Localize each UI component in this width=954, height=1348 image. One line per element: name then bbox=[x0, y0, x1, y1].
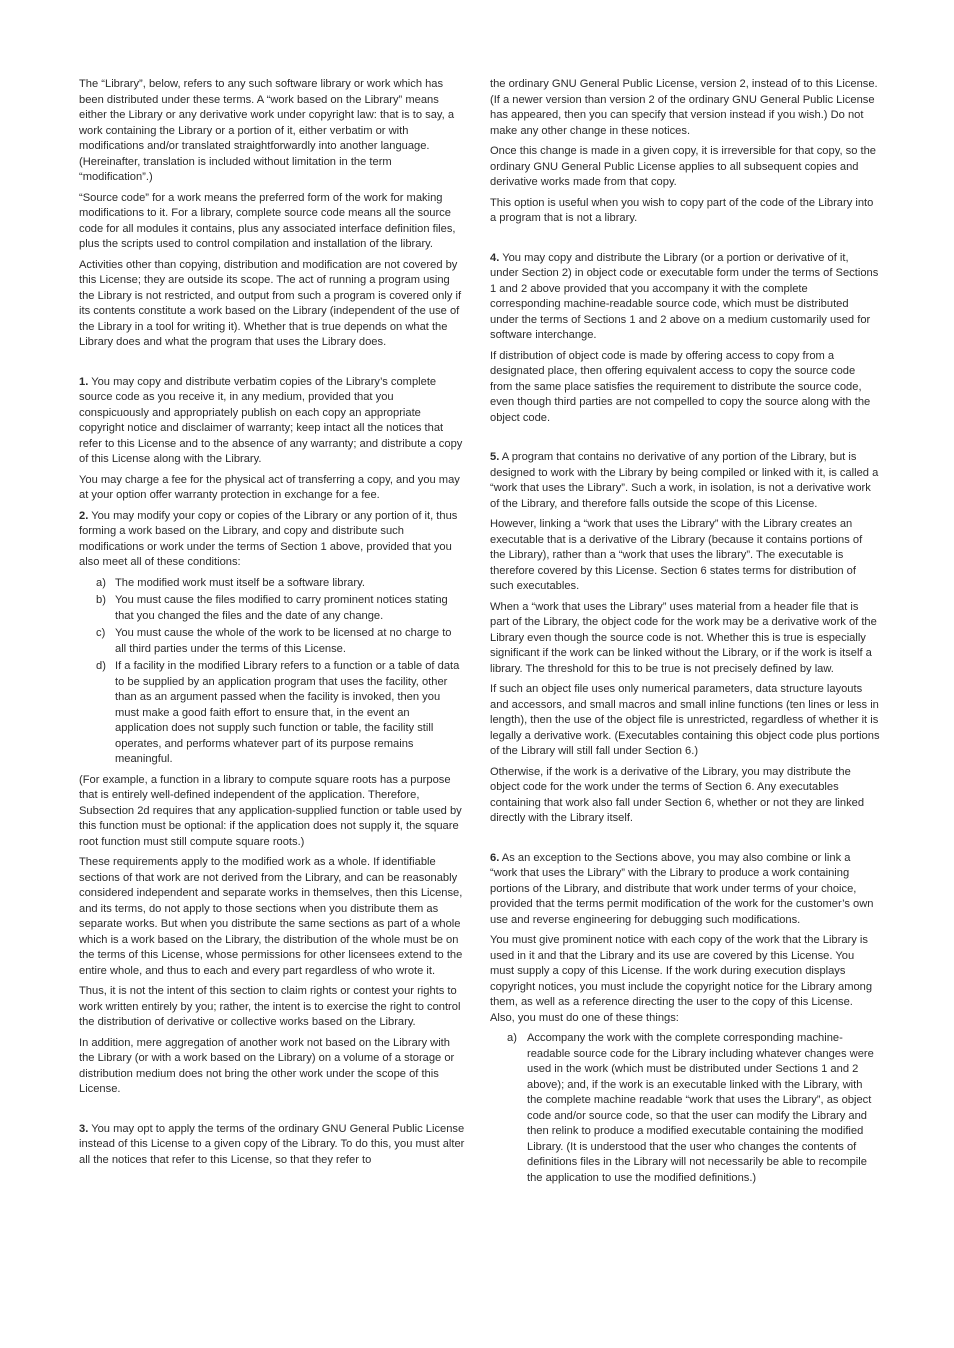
conditions-list bbox=[79, 576, 465, 768]
section-number: 5. bbox=[490, 451, 500, 463]
section-4 bbox=[490, 251, 880, 344]
paragraph: Thus, it is not the intent of this section to claim rights or contest your rights to work written entirely by you; rather, the intent is to exercise the right to control the distribution of derivative or collective works based on the Library. bbox=[79, 985, 461, 1028]
list-item bbox=[490, 1031, 880, 1186]
section-number: 2. bbox=[79, 509, 89, 522]
paragraph: You must give prominent notice with each copy of the work that the Library is used in it and that the Library and its use are covered by this License. You must supply a copy of this License. If the work during execution displays copyright notices, you must include the copyright notice for the Library among them, as well as a reference directing the user to the copy of this License. Also, you must do one of these things: bbox=[490, 934, 873, 1024]
list-item bbox=[79, 593, 465, 624]
list-item-text: The modified work must itself be a software library. bbox=[115, 576, 365, 589]
list-item bbox=[79, 626, 465, 657]
paragraph: These requirements apply to the modified work as a whole. If identifiable sections of that work are not derived from the Library, and can be reasonably considered independent and separate works in themselves, then this License, and its terms, do not apply to those sections when you distribute them as separate works. But when you distribute the same sections as part of a whole which is a work based on the Library, the distribution of the whole must be on the terms of this License, whose permissions for other licensees extend to the entire whole, and thus to each and every part regardless of who wrote it. bbox=[79, 856, 463, 977]
section-number: 4. bbox=[490, 251, 500, 264]
paragraph: However, linking a “work that uses the Library” with the Library creates an executable that is a derivative of the Library (because it contains portions of the Library), rather than a “work that uses the library”. The executable is therefore covered by this License. Section 6 states terms for distribution of such executables. bbox=[490, 518, 863, 592]
section-1 bbox=[79, 375, 465, 468]
paragraph: You may charge a fee for the physical act of transferring a copy, and you may at your option offer warranty protection in exchange for a fee. bbox=[79, 473, 460, 501]
section-text: You may copy and distribute verbatim copies of the Library’s complete source code as you receive it, in any medium, provided that you conspicuously and appropriately publish on each copy an appropriate copyright notice and disclaimer of warranty; keep intact all the notices that refer to this License and to the absence of any warranty; and distribute a copy of this License along with the Library. bbox=[79, 375, 463, 465]
list-item-text: You must cause the whole of the work to be licensed at no charge to all third parties under the terms of this License. bbox=[115, 627, 452, 655]
paragraph: If distribution of object code is made by offering access to copy from a designated place, then offering equivalent access to copy the source code from the same place satisfies the requirement to distribute the source code, even though third parties are not compelled to copy the source along with the object code. bbox=[490, 349, 871, 424]
paragraph: “Source code” for a work means the preferred form of the work for making modifications to it. For a library, complete source code means all the source code for all modules it contains, plus any associated interface definition files, plus the scripts used to control compilation and installation of the library. bbox=[79, 191, 456, 250]
left-column bbox=[79, 77, 465, 1173]
list-item-text: If a facility in the modified Library refers to a function or a table of data to be supplied by an application program that uses the facility, other than as an argument passed when the facility is invoked, then you must make a good faith effort to ensure that, in the event an application does not supply such function or table, the facility still operates, and performs whatever part of its purpose remains meaningful. bbox=[115, 660, 460, 765]
section-6 bbox=[490, 851, 880, 929]
list-marker: d) bbox=[96, 660, 106, 672]
section-number: 1. bbox=[79, 375, 89, 388]
list-marker: a) bbox=[507, 1032, 517, 1044]
section-number: 6. bbox=[490, 851, 500, 864]
paragraph: Activities other than copying, distribution and modification are not covered by this License; they are outside its scope. The act of running a program using the Library is not restricted, and output from such a program is covered only if its contents constitute a work based on the Library (independent of the use of the Library in a tool for writing it). Whether that is true depends on what the Library does and what the program that uses the Library does. bbox=[79, 258, 462, 348]
list-item bbox=[79, 576, 465, 592]
paragraph: The “Library”, below, refers to any such software library or work which has been distributed under these terms. A “work based on the Library” means either the Library or any derivative work under copyright law: that is to say, a work containing the Library or a portion of it, either verbatim or with modifications and/or translated straightforwardly into another language. (Hereinafter, translation is included without limitation in the term “modification”.) bbox=[79, 78, 455, 183]
section-5 bbox=[490, 450, 880, 512]
section-text: You may copy and distribute the Library (or a portion or derivative of it, under Section 2) in object code or executable form under the terms of Sections 1 and 2 above provided that you accompany it with the complete corresponding machine-readable source code, which must be distributed under the terms of Sections 1 and 2 above on a medium customarily used for software interchange. bbox=[490, 251, 879, 341]
list-item-text: You must cause the files modified to carry prominent notices stating that you changed the files and the date of any change. bbox=[115, 594, 448, 622]
section-number: 3. bbox=[79, 1122, 89, 1135]
paragraph: This option is useful when you wish to copy part of the code of the Library into a program that is not a library. bbox=[490, 196, 874, 224]
list-marker: c) bbox=[96, 627, 106, 639]
paragraph: Otherwise, if the work is a derivative of the Library, you may distribute the object code for the work under the terms of Section 6. Any executables containing that work also fall under Section 6, whether or not they are linked directly with the Library itself. bbox=[490, 765, 865, 824]
paragraph: In addition, mere aggregation of another work not based on the Library with the Library (or with a work based on the Library) on a volume of a storage or distribution medium does not bring the other work under the scope of this License. bbox=[79, 1036, 455, 1095]
section-text: A program that contains no derivative of any portion of the Library, but is designed to work with the Library by being compiled or linked with it, is called a “work that uses the Library”. Such a work, in isolation, is not a derivative work of the Library, and therefore falls outside the scope of this License. bbox=[490, 451, 879, 510]
paragraph: When a “work that uses the Library” uses material from a header file that is part of the Library, the object code for the work may be a derivative work of the Library even though the source code is not. Whether this is true is especially significant if the work can be linked without the Library, or if the work is itself a library. The threshold for this to be true is not precisely defined by law. bbox=[490, 600, 877, 675]
section-text: You may opt to apply the terms of the ordinary GNU General Public License instead of this License to a given copy of the Library. To do this, you must alter all the notices that refer to this License, so that they refer to bbox=[79, 1122, 465, 1166]
list-marker: b) bbox=[96, 594, 106, 606]
section-3 bbox=[79, 1122, 465, 1169]
section-text: As an exception to the Sections above, you may also combine or link a “work that uses the Library” with the Library to produce a work containing portions of the Library, and distribute that work under terms of your choice, provided that the terms permit modification of the work for the customer’s own use and reverse engineering for debugging such modifications. bbox=[490, 851, 874, 926]
paragraph: (For example, a function in a library to compute square roots has a purpose that is entirely well-defined independent of the application. Therefore, Subsection 2d requires that any application-supplied function or table used by this function must be optional: if the application does not supply it, the square root function must still compute square roots.) bbox=[79, 773, 462, 848]
paragraph: Once this change is made in a given copy, it is irreversible for that copy, so the ordinary GNU General Public License applies to all subsequent copies and derivative works made from that copy. bbox=[490, 145, 876, 188]
right-column bbox=[490, 77, 880, 1191]
paragraph: If such an object file uses only numerical parameters, data structure layouts and accessors, and small macros and small inline functions (ten lines or less in length), then the use of the object file is unrestricted, regardless of whether it is legally a derivative work. (Executables containing this object code plus portions of the Library will still fall under Section 6.) bbox=[490, 683, 880, 757]
section-text: You may modify your copy or copies of the Library or any portion of it, thus forming a work based on the Library, and copy and distribute such modifications or work under the terms of Section 1 above, provided that you also meet all of these conditions: bbox=[79, 509, 458, 568]
section-2 bbox=[79, 509, 465, 571]
list-marker: a) bbox=[96, 576, 106, 589]
options-list bbox=[490, 1031, 880, 1186]
list-item-text: Accompany the work with the complete corresponding machine-readable source code for the Library including whatever changes were used in the work (which must be distributed under Sections 1 and 2 above); and, if the work is an executable linked with the Library, with the complete machine readable “work that uses the Library”, as object code and/or source code, so that the user can modify the Library and then relink to produce a modified executable containing the modified Library. (It is understood that the user who changes the contents of definitions files in the Library will not necessarily be able to recompile the application to use the modified definitions.) bbox=[527, 1032, 874, 1184]
paragraph: the ordinary GNU General Public License, version 2, instead of to this License. (If a newer version than version 2 of the ordinary GNU General Public License has appeared, then you can specify that version instead if you wish.) Do not make any other change in these notices. bbox=[490, 78, 878, 137]
list-item bbox=[79, 659, 465, 768]
